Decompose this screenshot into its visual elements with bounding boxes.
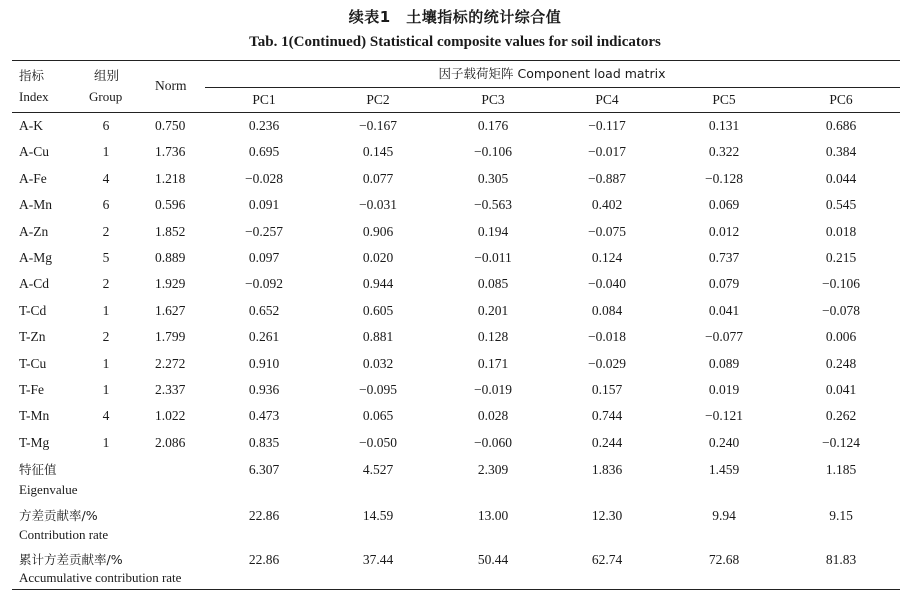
row-pc6: 0.262 <box>825 408 857 423</box>
row-pc4: −0.017 <box>588 144 626 159</box>
row-group: 1 <box>102 144 110 159</box>
row-pc4: −0.887 <box>588 171 626 186</box>
row-pc5: 0.240 <box>708 435 740 450</box>
header-group-en: Group <box>89 89 123 104</box>
row-index: A-K <box>19 118 43 133</box>
row-index: T-Mn <box>19 408 50 423</box>
row-pc4: −0.075 <box>588 224 626 239</box>
summary-value-pc6: 1.185 <box>825 462 857 477</box>
summary-value-pc1: 22.86 <box>248 508 280 523</box>
row-group: 6 <box>102 118 110 133</box>
row-pc1: 0.236 <box>248 118 280 133</box>
header-bottom-rule <box>12 112 900 113</box>
row-pc5: 0.041 <box>708 303 740 318</box>
row-pc4: 0.744 <box>591 408 623 423</box>
row-group: 5 <box>102 250 110 265</box>
row-group: 6 <box>102 197 110 212</box>
summary-value-pc6: 81.83 <box>825 552 857 567</box>
header-norm: Norm <box>155 78 187 93</box>
row-norm: 2.337 <box>155 382 186 397</box>
row-norm: 0.889 <box>155 250 186 265</box>
row-pc2: 0.065 <box>362 408 394 423</box>
bottom-rule <box>12 589 900 590</box>
row-pc2: 0.881 <box>362 329 394 344</box>
table-title-en: Tab. 1(Continued) Statistical composite values for soil indicators <box>249 34 661 50</box>
row-norm: 1.022 <box>155 408 186 423</box>
row-norm: 1.852 <box>155 224 186 239</box>
row-pc6: 0.044 <box>825 171 857 186</box>
row-group: 1 <box>102 382 110 397</box>
row-pc5: −0.128 <box>705 171 743 186</box>
row-index: T-Mg <box>19 435 50 450</box>
row-pc6: 0.006 <box>825 329 857 344</box>
row-norm: 2.086 <box>155 435 186 450</box>
row-pc3: 0.128 <box>477 329 509 344</box>
row-index: A-Mn <box>19 197 52 212</box>
summary-value-pc2: 37.44 <box>362 552 394 567</box>
table-title-cn: 续表1 土壤指标的统计综合值 <box>348 8 562 26</box>
row-group: 2 <box>102 329 110 344</box>
summary-value-pc4: 62.74 <box>591 552 623 567</box>
row-pc5: 0.069 <box>708 197 740 212</box>
row-pc4: 0.244 <box>591 435 623 450</box>
row-pc5: −0.121 <box>705 408 743 423</box>
row-pc6: −0.078 <box>822 303 860 318</box>
row-norm: 1.627 <box>155 303 186 318</box>
row-pc1: −0.028 <box>245 171 283 186</box>
row-pc3: 0.201 <box>477 303 509 318</box>
header-pc6: PC6 <box>829 92 853 107</box>
header-pc4: PC4 <box>595 92 619 107</box>
row-index: T-Cu <box>19 356 47 371</box>
row-pc3: 0.028 <box>477 408 509 423</box>
summary-value-pc1: 22.86 <box>248 552 280 567</box>
row-pc4: 0.157 <box>591 382 623 397</box>
row-pc5: 0.131 <box>708 118 740 133</box>
row-pc5: −0.077 <box>705 329 743 344</box>
row-pc3: −0.011 <box>474 250 512 265</box>
row-pc1: 0.835 <box>248 435 280 450</box>
row-pc3: −0.563 <box>474 197 512 212</box>
summary-label-cn: 方差贡献率/% <box>19 508 98 523</box>
header-pc1: PC1 <box>252 92 276 107</box>
row-pc2: −0.031 <box>359 197 397 212</box>
summary-value-pc6: 9.15 <box>829 508 853 523</box>
row-pc2: 0.944 <box>362 276 394 291</box>
summary-value-pc5: 9.94 <box>712 508 736 523</box>
row-pc6: 0.018 <box>825 224 857 239</box>
row-norm: 0.596 <box>155 197 186 212</box>
row-index: A-Fe <box>19 171 47 186</box>
row-pc2: −0.095 <box>359 382 397 397</box>
row-pc1: 0.695 <box>248 144 280 159</box>
row-index: A-Mg <box>19 250 52 265</box>
row-group: 4 <box>102 408 110 423</box>
row-group: 1 <box>102 356 110 371</box>
row-index: A-Cu <box>19 144 49 159</box>
row-pc1: 0.936 <box>248 382 280 397</box>
row-pc5: 0.079 <box>708 276 740 291</box>
row-pc5: 0.737 <box>708 250 740 265</box>
row-pc3: 0.171 <box>477 356 509 371</box>
header-matrix: 因子载荷矩阵 Component load matrix <box>438 66 666 81</box>
row-norm: 1.218 <box>155 171 186 186</box>
summary-label-cn: 特征值 <box>19 462 57 477</box>
row-pc5: 0.012 <box>708 224 740 239</box>
row-pc2: 0.032 <box>362 356 394 371</box>
summary-label-en: Accumulative contribution rate <box>19 570 182 585</box>
row-group: 4 <box>102 171 110 186</box>
row-pc1: 0.910 <box>248 356 280 371</box>
top-rule <box>12 60 900 61</box>
summary-value-pc3: 2.309 <box>477 462 509 477</box>
row-pc3: −0.019 <box>474 382 512 397</box>
header-index-cn: 指标 <box>19 68 45 83</box>
row-group: 2 <box>102 224 110 239</box>
row-pc4: −0.117 <box>588 118 626 133</box>
row-pc2: −0.167 <box>359 118 397 133</box>
row-index: T-Cd <box>19 303 47 318</box>
row-pc4: 0.084 <box>591 303 623 318</box>
row-pc6: 0.384 <box>825 144 857 159</box>
row-pc4: 0.402 <box>591 197 623 212</box>
row-norm: 1.799 <box>155 329 186 344</box>
row-pc4: 0.124 <box>591 250 623 265</box>
row-pc6: 0.545 <box>825 197 857 212</box>
row-pc2: 0.020 <box>362 250 394 265</box>
row-group: 2 <box>102 276 110 291</box>
summary-value-pc5: 72.68 <box>708 552 740 567</box>
row-pc4: −0.029 <box>588 356 626 371</box>
row-pc2: 0.145 <box>362 144 394 159</box>
row-index: A-Cd <box>19 276 49 291</box>
row-pc2: −0.050 <box>359 435 397 450</box>
header-group-cn: 组别 <box>94 68 120 83</box>
summary-value-pc4: 12.30 <box>591 508 623 523</box>
row-pc1: 0.097 <box>248 250 280 265</box>
summary-label-cn: 累计方差贡献率/% <box>19 552 123 567</box>
row-pc4: −0.018 <box>588 329 626 344</box>
row-pc6: 0.686 <box>825 118 857 133</box>
row-pc3: 0.085 <box>477 276 509 291</box>
row-pc2: 0.077 <box>362 171 394 186</box>
row-pc6: 0.041 <box>825 382 857 397</box>
row-group: 1 <box>102 303 110 318</box>
row-pc1: 0.473 <box>248 408 280 423</box>
row-pc1: −0.092 <box>245 276 283 291</box>
row-pc3: −0.060 <box>474 435 512 450</box>
summary-value-pc1: 6.307 <box>248 462 280 477</box>
row-norm: 1.736 <box>155 144 186 159</box>
summary-value-pc2: 4.527 <box>362 462 394 477</box>
row-pc1: −0.257 <box>245 224 283 239</box>
row-norm: 1.929 <box>155 276 186 291</box>
summary-value-pc4: 1.836 <box>591 462 623 477</box>
row-pc5: 0.019 <box>708 382 740 397</box>
summary-value-pc3: 13.00 <box>477 508 509 523</box>
row-group: 1 <box>102 435 110 450</box>
header-pc3: PC3 <box>481 92 505 107</box>
row-pc6: −0.124 <box>822 435 860 450</box>
header-index-en: Index <box>19 89 49 104</box>
matrix-header-rule <box>205 87 900 88</box>
row-pc3: 0.305 <box>477 171 509 186</box>
row-norm: 2.272 <box>155 356 186 371</box>
summary-value-pc5: 1.459 <box>708 462 740 477</box>
row-pc1: 0.091 <box>248 197 280 212</box>
row-pc2: 0.605 <box>362 303 394 318</box>
row-pc6: 0.215 <box>825 250 857 265</box>
row-pc6: 0.248 <box>825 356 857 371</box>
row-index: T-Fe <box>19 382 45 397</box>
row-pc3: −0.106 <box>474 144 512 159</box>
row-index: T-Zn <box>19 329 46 344</box>
summary-value-pc3: 50.44 <box>477 552 509 567</box>
summary-label-en: Eigenvalue <box>19 482 78 497</box>
row-index: A-Zn <box>19 224 49 239</box>
row-pc6: −0.106 <box>822 276 860 291</box>
row-pc4: −0.040 <box>588 276 626 291</box>
row-pc3: 0.194 <box>477 224 509 239</box>
row-pc1: 0.652 <box>248 303 280 318</box>
row-pc3: 0.176 <box>477 118 509 133</box>
header-pc5: PC5 <box>712 92 736 107</box>
summary-label-en: Contribution rate <box>19 527 109 542</box>
header-pc2: PC2 <box>366 92 390 107</box>
row-pc5: 0.322 <box>708 144 740 159</box>
summary-value-pc2: 14.59 <box>362 508 394 523</box>
row-norm: 0.750 <box>155 118 186 133</box>
row-pc1: 0.261 <box>248 329 280 344</box>
row-pc2: 0.906 <box>362 224 394 239</box>
row-pc5: 0.089 <box>708 356 740 371</box>
